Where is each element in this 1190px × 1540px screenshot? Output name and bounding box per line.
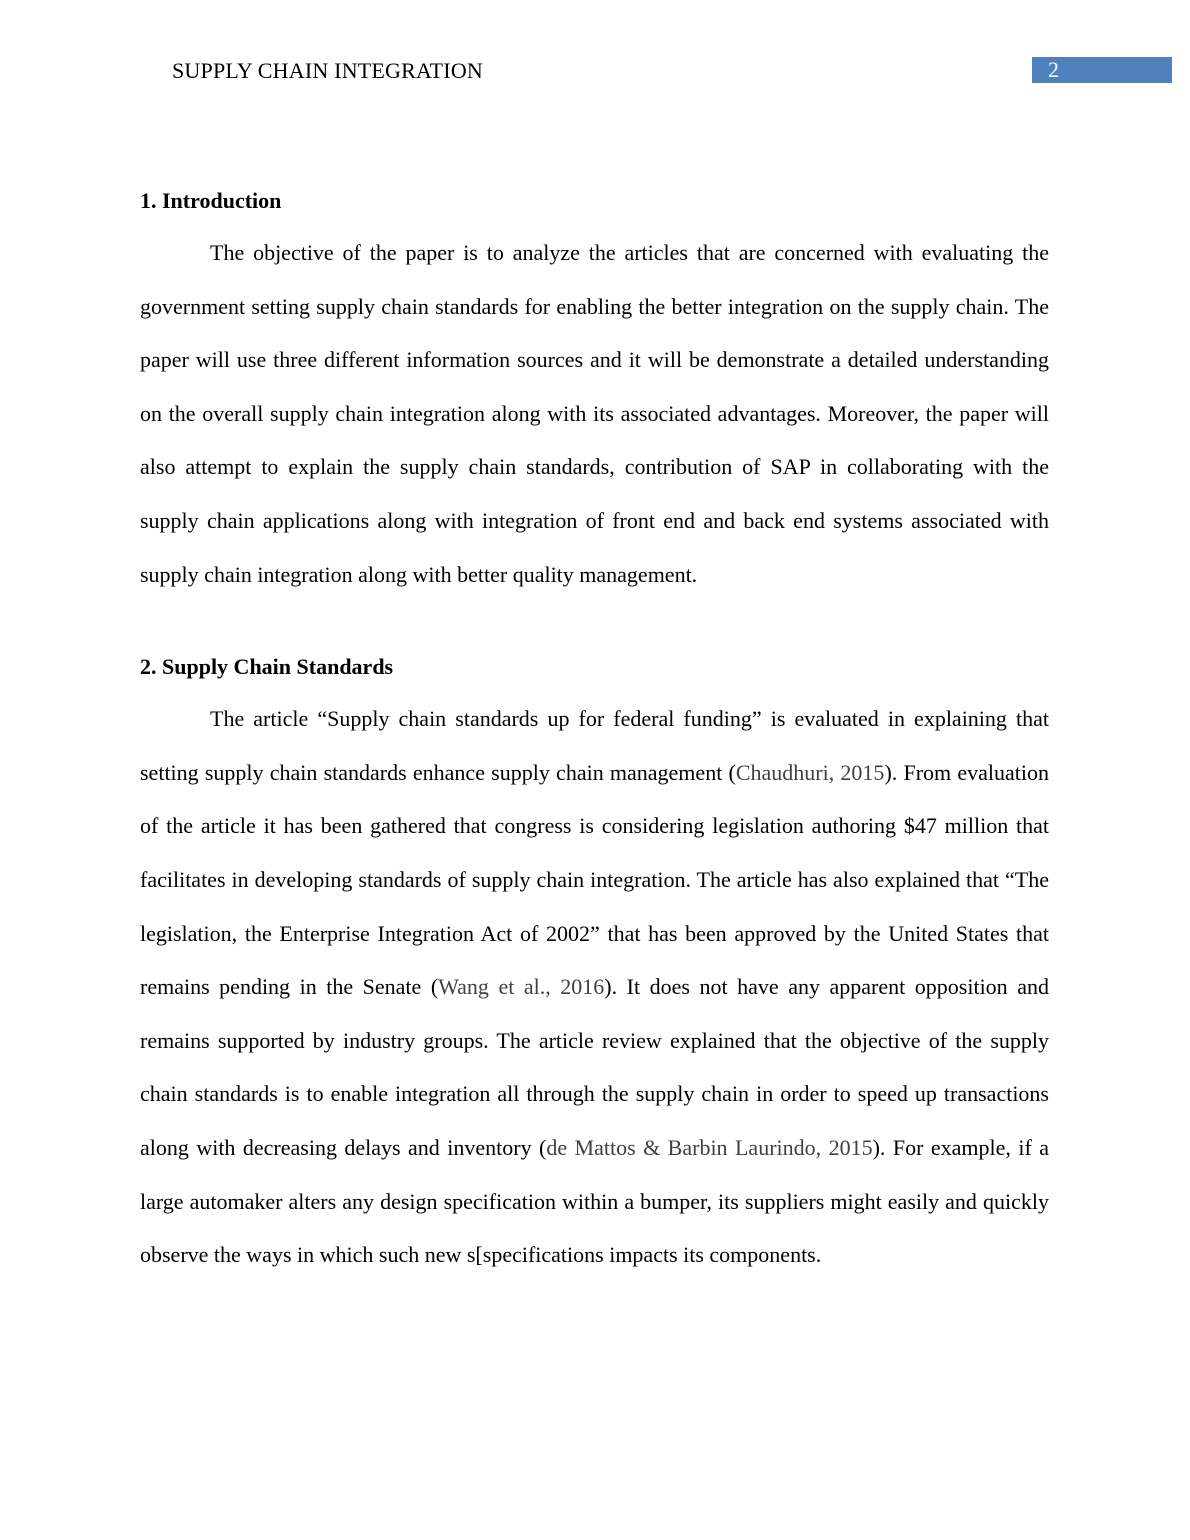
paragraph-text-segment: ). From evaluation of the article it has been gathered that congress is considering legislation authoring $47 million that facilitates in developing standards of supply chain integration. The article has also explained that “The legislation, the Enterprise Integration Act of 2002” that has been approved by the United States that remains pending in the Senate ( [140, 759, 1049, 1000]
section-heading-introduction: 1. Introduction [140, 188, 282, 213]
paragraph-text-segment: ). It does not have any apparent opposition and remains supported by industry groups. The article review explained that the objective of the supply chain standards is to enable integration all through the supply chain in order to speed up transactions along with decreasing delays and inventory ( [140, 974, 1049, 1160]
citation-de-mattos: de Mattos & Barbin Laurindo, 2015 [546, 1134, 873, 1160]
citation-wang: Wang et al., 2016 [438, 974, 605, 1000]
section-introduction [140, 186, 1049, 601]
page-number-box [1032, 57, 1172, 83]
section-spacer [140, 601, 1049, 652]
paragraph-text-segment: The article “Supply chain standards up for federal funding” is evaluated in explaining that setting supply chain standards enhance supply chain management ( [140, 706, 1049, 785]
page-number: 2 [1048, 57, 1059, 82]
paragraph-text-segment: ). For example, if a large automaker alters any design specification within a bumper, its suppliers might easily and quickly observe the ways in which such new s[specifications impacts its components. [140, 1134, 1049, 1268]
citation-chaudhuri: Chaudhuri, 2015 [735, 759, 885, 785]
supply-chain-standards-paragraph [140, 692, 1049, 1282]
running-header-title: SUPPLY CHAIN INTEGRATION [172, 58, 484, 83]
document-body [140, 186, 1049, 1282]
section-heading-supply-chain-standards: 2. Supply Chain Standards [140, 654, 394, 680]
introduction-paragraph: The objective of the paper is to analyze the articles that are concerned with evaluating the government setting supply chain standards for enabling the better integration on the supply chain. The paper will use three different information sources and it will be demonstrate a detailed understanding on the overall supply chain integration along with its associated advantages. Moreover, the paper will also attempt to explain the supply chain standards, contribution of SAP in collaborating with the supply chain applications along with integration of front end and back end systems associated with supply chain integration along with better quality management. [140, 240, 1049, 587]
section-supply-chain-standards [140, 652, 1049, 1282]
